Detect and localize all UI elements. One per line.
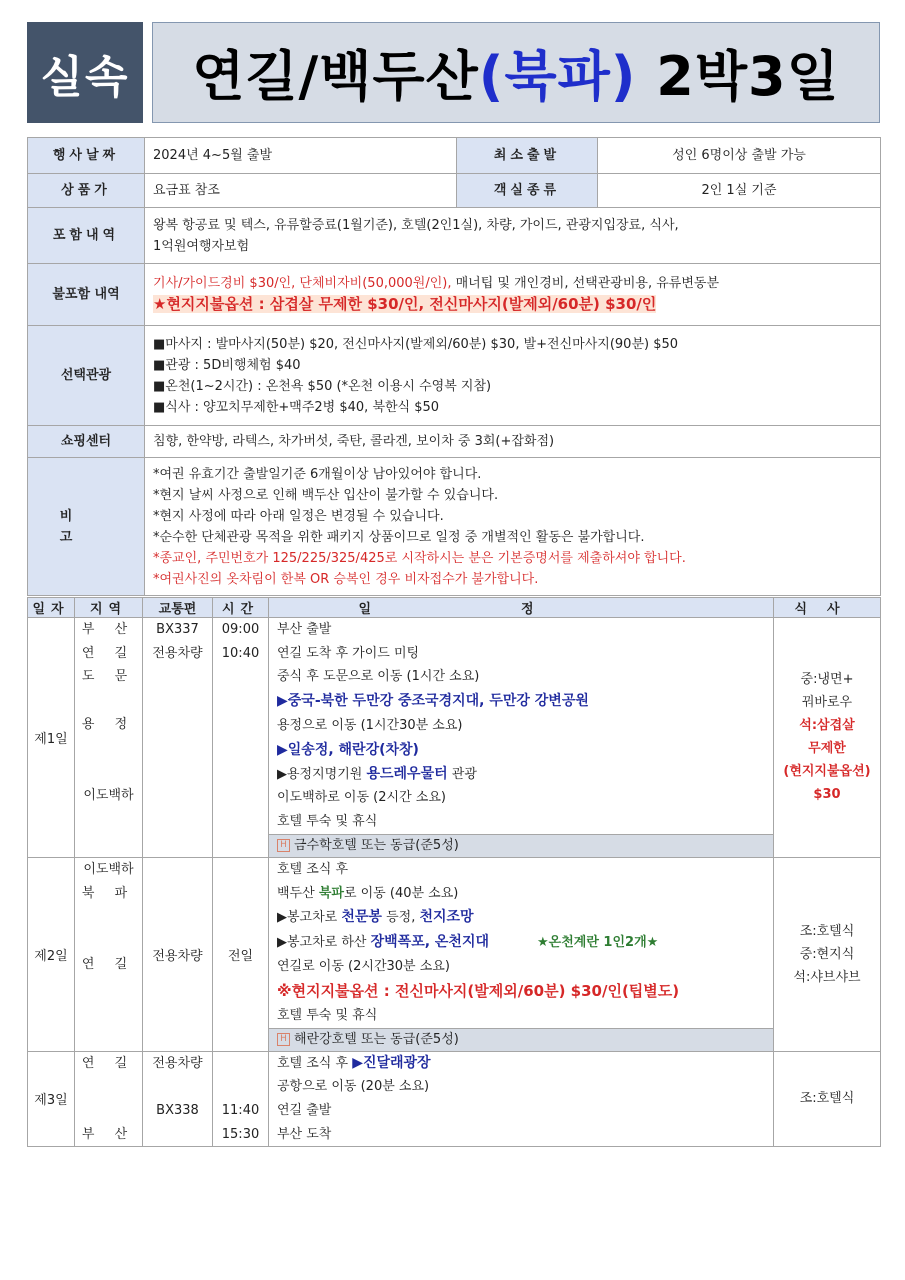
itinerary-line: 용정으로 이동 (1시간30분 소요) <box>277 718 463 734</box>
transport: BX337 <box>156 622 199 637</box>
col-header-region: 지역 <box>75 598 143 618</box>
meal: 조:호텔식 <box>774 1051 881 1147</box>
col-header-day: 일자 <box>28 598 75 618</box>
hot-spring-egg: ★온천계란 1인2개★ <box>537 935 659 951</box>
itinerary-line: 연길 도착 후 가이드 미팅 <box>277 645 420 661</box>
title-duration: 2박3일 <box>636 45 840 108</box>
excl-label: 불포함 내역 <box>28 264 145 326</box>
opt-item: ■마사지 : 발마사지(50분) $20, 전신마사지(발제외/60분) $30, 발+전신마사지(90분) $50 <box>153 336 679 352</box>
hotel-name: 금수학호텔 또는 동급(준5성) <box>294 837 459 853</box>
day-label: 제3일 <box>28 1051 75 1147</box>
itinerary-highlight: 천문봉 <box>341 909 382 926</box>
itinerary-highlight: ▶일송정, 해란강(차창) <box>277 741 419 758</box>
time-cell <box>213 1051 269 1147</box>
itinerary-cell <box>269 1051 774 1147</box>
itinerary-line: 이도백하로 이동 (2시간 소요) <box>277 790 446 806</box>
meal-option: $30 <box>813 787 841 803</box>
itinerary-highlight: ▶중국-북한 두만강 중조국경지대, 두만강 강변공원 <box>277 693 589 710</box>
itinerary-line: 연길로 이동 (2시간30분 소요) <box>277 959 450 975</box>
meal-option: 석:삼겹살 <box>799 718 855 734</box>
col-header-time: 시간 <box>213 598 269 618</box>
excl-fees: 기사/가이드경비 $30/인, 단체비자비(50,000원/인), <box>153 276 452 291</box>
note-item: *현지 날씨 사정으로 인해 백두산 입산이 불가할 수 있습니다. <box>153 487 499 503</box>
meal: 중:현지식 <box>799 946 855 962</box>
type-badge: 실속 <box>27 22 143 123</box>
transport: 전용차량 <box>152 1055 203 1071</box>
itinerary-line: 공항으로 이동 (20분 소요) <box>277 1079 430 1095</box>
itinerary-line: 등정, <box>381 910 420 926</box>
opt-item: ■온천(1~2시간) : 온천욕 $50 (*온천 이용시 수영복 지참) <box>153 378 492 394</box>
itinerary-line: 호텔 조식 후 <box>277 1055 353 1071</box>
col-header-transport: 교통편 <box>143 598 213 618</box>
region: 연 길 <box>81 1055 136 1071</box>
col-header-itinerary: 일정 <box>269 598 774 618</box>
incl-line: 1억원여행자보험 <box>153 238 250 254</box>
meal-cell <box>774 857 881 1051</box>
title-area: (북파) <box>478 45 637 108</box>
hotel-bar <box>269 1028 773 1051</box>
itinerary-highlight: 용드레우물터 <box>366 765 448 782</box>
region: 연 길 <box>81 645 136 661</box>
transport: 전용차량 <box>143 857 213 1051</box>
itinerary-highlight: 천지조망 <box>419 909 474 926</box>
itinerary-highlight: 북파 <box>318 885 344 901</box>
itinerary-line: 로 이동 (40분 소요) <box>343 885 459 901</box>
region: 북 파 <box>81 885 136 901</box>
excl-value <box>145 264 881 326</box>
opt-label: 선택관광 <box>28 326 145 426</box>
itinerary-highlight: 장백폭포, 온천지대 <box>370 934 490 951</box>
time: 10:40 <box>221 645 260 661</box>
opt-item: ■관광 : 5D비행체험 $40 <box>153 357 301 373</box>
region: 도 문 <box>81 669 136 685</box>
local-option: ★현지지불옵션 : 삼겹살 무제한 $30/인, 전신마사지(발제외/60분) $30/인 <box>153 295 657 313</box>
itinerary-line: 관광 <box>447 766 477 782</box>
incl-label: 포함내역 <box>28 208 145 264</box>
day-row <box>28 857 881 1051</box>
region: 이도백하 <box>83 861 134 877</box>
time: 15:30 <box>221 1126 260 1142</box>
meal-option: 무제한 <box>808 741 846 757</box>
itinerary-line: 백두산 <box>277 885 319 901</box>
shop-value: 침향, 한약방, 라텍스, 차가버섯, 죽탄, 콜라겐, 보이차 중 3회(+잡화점) <box>145 426 881 458</box>
meal-option: (현지지불옵션) <box>783 764 871 780</box>
itinerary-line: ▶봉고차로 <box>277 910 342 926</box>
day-row <box>28 618 881 858</box>
region: 이도백하 <box>83 787 134 803</box>
meal: 석:샤브샤브 <box>793 969 861 985</box>
region: 연 길 <box>81 956 136 972</box>
time: 11:40 <box>221 1102 260 1118</box>
min-label: 최소출발 <box>457 138 598 174</box>
opt-item: ■식사 : 양꼬치무제한+맥주2병 $40, 북한식 $50 <box>153 399 440 415</box>
region: 부 산 <box>81 622 136 637</box>
itinerary-line: ▶봉고차로 하산 <box>277 935 371 951</box>
itinerary-line: 호텔 조식 후 <box>277 861 349 877</box>
region: 부 산 <box>81 1126 136 1142</box>
itinerary-line: 호텔 투숙 및 휴식 <box>277 1007 378 1023</box>
room-label: 객실종류 <box>457 174 598 208</box>
note-item: *순수한 단체관광 목적을 위한 패키지 상품이므로 일정 중 개별적인 활동은 불가합니다. <box>153 529 645 545</box>
page-title <box>152 22 880 123</box>
excl-rest: 매너팁 및 개인경비, 선택관광비용, 유류변동분 <box>451 276 720 291</box>
note-label: 비고 <box>28 458 145 596</box>
transport-cell <box>143 1051 213 1147</box>
region-cell <box>75 618 143 858</box>
notes <box>145 458 881 596</box>
shop-label: 쇼핑센터 <box>28 426 145 458</box>
col-header-meal: 식사 <box>774 598 881 618</box>
meal: 중:냉면+ <box>800 672 854 688</box>
note-item-warning: *여권사진의 옷차림이 한복 OR 승복인 경우 비자접수가 불가합니다. <box>153 571 539 587</box>
incl-line: 왕복 항공료 및 텍스, 유류할증료(1월기준), 호텔(2인1실), 차량, 가이드, 관광지입장료, 식사, <box>153 217 679 233</box>
info-table <box>27 137 881 596</box>
day-row <box>28 1051 881 1147</box>
itinerary-line: 중식 후 도문으로 이동 (1시간 소요) <box>277 669 480 685</box>
itinerary-option: ※현지지불옵션 : 전신마사지(발제외/60분) $30/인(팁별도) <box>277 981 680 1000</box>
time-cell <box>213 618 269 858</box>
note-item-warning: *종교인, 주민번호가 125/225/325/425로 시작하시는 분은 기본증명서를 제출하셔야 합니다. <box>153 550 686 566</box>
meal-cell <box>774 618 881 858</box>
incl-value <box>145 208 881 264</box>
time: 09:00 <box>221 622 260 637</box>
hotel-name: 해란강호텔 또는 동급(준5성) <box>294 1031 459 1047</box>
itinerary-highlight: ▶진달래광장 <box>352 1054 431 1071</box>
note-item: *현지 사정에 따라 아래 일정은 변경될 수 있습니다. <box>153 508 444 524</box>
opt-list <box>145 326 881 426</box>
region-cell <box>75 1051 143 1147</box>
day-label: 제1일 <box>28 618 75 858</box>
itinerary-cell <box>269 857 774 1051</box>
date-label: 행사날짜 <box>28 138 145 174</box>
room-value: 2인 1실 기준 <box>598 174 881 208</box>
itinerary-cell <box>269 618 774 858</box>
hotel-bar <box>269 834 773 857</box>
title-main: 연길/백두산 <box>192 45 479 108</box>
min-value: 성인 6명이상 출발 가능 <box>598 138 881 174</box>
transport: BX338 <box>156 1102 199 1118</box>
meal: 꿔바로우 <box>801 695 853 711</box>
itinerary-line: 부산 출발 <box>277 622 332 637</box>
region: 용 정 <box>81 716 136 732</box>
itinerary-line: 연길 출발 <box>277 1102 332 1118</box>
itinerary-line: 부산 도착 <box>277 1126 332 1142</box>
price-value: 요금표 참조 <box>145 174 457 208</box>
region-cell <box>75 857 143 1051</box>
itinerary-line: ▶용정지명기원 <box>277 766 367 782</box>
transport: 전용차량 <box>152 645 203 661</box>
time: 전일 <box>213 857 269 1051</box>
hotel-icon: H <box>277 1033 290 1046</box>
hotel-icon: H <box>277 839 290 852</box>
day-label: 제2일 <box>28 857 75 1051</box>
meal: 조:호텔식 <box>799 923 855 939</box>
itinerary-line: 호텔 투숙 및 휴식 <box>277 814 378 830</box>
note-item: *여권 유효기간 출발일기준 6개월이상 남아있어야 합니다. <box>153 466 482 482</box>
transport-cell <box>143 618 213 858</box>
schedule-table <box>27 597 881 1147</box>
date-value: 2024년 4~5월 출발 <box>145 138 457 174</box>
price-label: 상품가 <box>28 174 145 208</box>
